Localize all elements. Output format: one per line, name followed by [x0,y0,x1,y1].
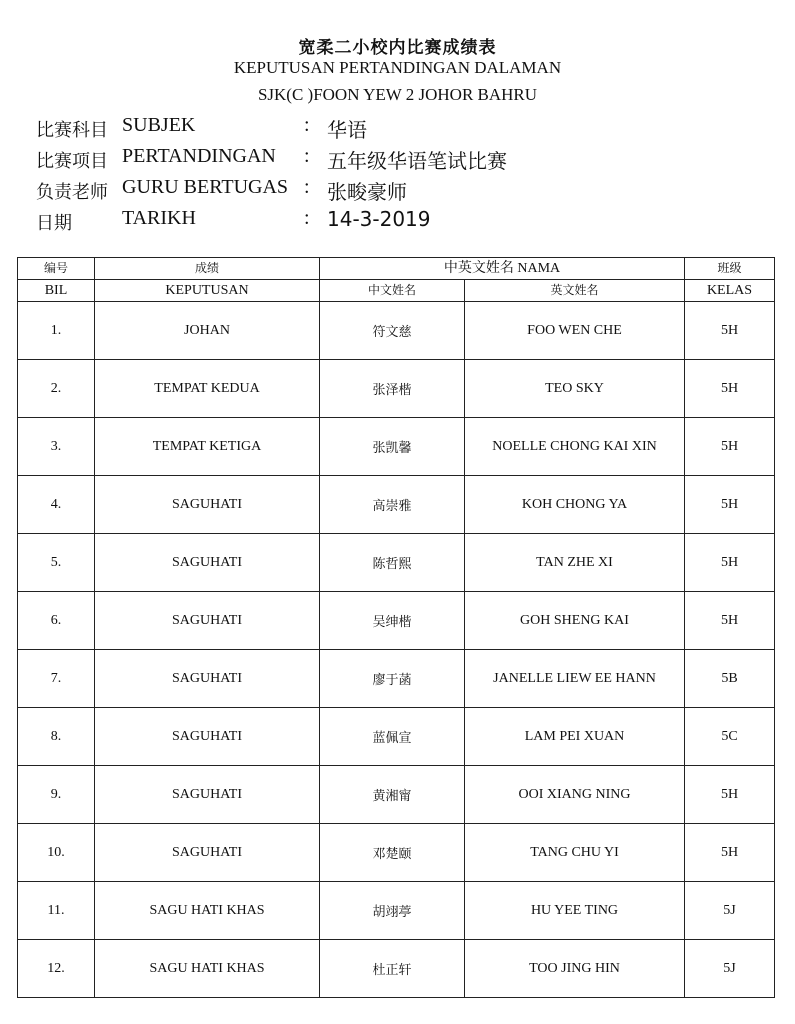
cell-kelas: 5H [685,360,775,418]
info-value: 五年级华语笔试比赛 [327,149,507,173]
cell-kelas: 5J [685,940,775,998]
info-label-zh: 负责老师 [36,182,108,203]
table-row [18,940,775,998]
cell-name-zh: 张泽楷 [320,360,465,418]
table-row [18,592,775,650]
cell-name-en: JANELLE LIEW EE HANN [465,650,685,708]
header-result-zh: 成绩 [95,258,320,280]
cell-kelas: 5H [685,824,775,882]
table-row [18,360,775,418]
header-class-zh: 班级 [685,258,775,280]
cell-bil: 1. [18,302,95,360]
info-colon: : [304,207,310,229]
cell-name-en: NOELLE CHONG KAI XIN [465,418,685,476]
cell-bil: 4. [18,476,95,534]
cell-name-en: TANG CHU YI [465,824,685,882]
school-name: SJK(C )FOON YEW 2 JOHOR BAHRU [257,85,538,104]
info-label-zh: 比赛科目 [36,120,108,141]
title-chinese: 宽柔二小校内比赛成绩表 [298,38,497,57]
cell-result: JOHAN [95,302,320,360]
info-colon: : [304,176,310,198]
cell-result: SAGUHATI [95,534,320,592]
table-row [18,650,775,708]
cell-kelas: 5J [685,882,775,940]
info-value: 张畯豪师 [327,180,407,204]
cell-name-en: TEO SKY [465,360,685,418]
header-bil-zh: 编号 [18,258,95,280]
cell-name-zh: 吴绅楷 [320,592,465,650]
cell-result: SAGUHATI [95,708,320,766]
table-row [18,708,775,766]
table-row [18,766,775,824]
cell-kelas: 5H [685,766,775,824]
cell-kelas: 5C [685,708,775,766]
cell-kelas: 5B [685,650,775,708]
cell-name-zh: 蓝佩宣 [320,708,465,766]
cell-result: SAGUHATI [95,766,320,824]
cell-kelas: 5H [685,418,775,476]
info-value: 华语 [327,118,367,142]
info-colon: : [304,114,310,136]
cell-result: SAGU HATI KHAS [95,882,320,940]
cell-kelas: 5H [685,534,775,592]
info-label-zh: 比赛项目 [36,151,108,172]
cell-name-zh: 符文慈 [320,302,465,360]
cell-name-en: FOO WEN CHE [465,302,685,360]
cell-name-en: GOH SHENG KAI [465,592,685,650]
header-bil-ms: BIL [18,280,95,302]
cell-name-en: KOH CHONG YA [465,476,685,534]
cell-bil: 6. [18,592,95,650]
info-label-ms: GURU BERTUGAS [122,176,289,198]
header-name-group: 中英文姓名 NAMA [320,258,685,280]
cell-bil: 2. [18,360,95,418]
cell-name-en: TOO JING HIN [465,940,685,998]
results-table [17,257,775,998]
header-result-ms: KEPUTUSAN [95,280,320,302]
cell-kelas: 5H [685,476,775,534]
info-colon: : [304,145,310,167]
info-label-ms: TARIKH [122,207,196,229]
cell-bil: 8. [18,708,95,766]
cell-bil: 7. [18,650,95,708]
cell-bil: 11. [18,882,95,940]
cell-result: SAGU HATI KHAS [95,940,320,998]
cell-name-zh: 张凯馨 [320,418,465,476]
cell-bil: 12. [18,940,95,998]
cell-kelas: 5H [685,302,775,360]
table-row [18,882,775,940]
cell-result: SAGUHATI [95,476,320,534]
table-row [18,302,775,360]
info-label-zh: 日期 [36,213,72,234]
title-malay: KEPUTUSAN PERTANDINGAN DALAMAN [233,58,562,77]
header-class-ms: KELAS [685,280,775,302]
table-row [18,824,775,882]
cell-name-en: TAN ZHE XI [465,534,685,592]
info-value: 14-3-2019 [327,207,431,231]
table-row [18,476,775,534]
info-label-ms: SUBJEK [122,114,196,136]
cell-bil: 3. [18,418,95,476]
table-row [18,534,775,592]
cell-result: SAGUHATI [95,592,320,650]
header-name-en: 英文姓名 [465,280,685,302]
table-row [18,418,775,476]
cell-name-zh: 廖于菡 [320,650,465,708]
cell-name-en: OOI XIANG NING [465,766,685,824]
info-label-ms: PERTANDINGAN [122,145,276,167]
cell-name-zh: 胡翊葶 [320,882,465,940]
cell-name-zh: 高崇雅 [320,476,465,534]
cell-name-zh: 邓楚颐 [320,824,465,882]
cell-bil: 10. [18,824,95,882]
cell-result: SAGUHATI [95,650,320,708]
cell-result: TEMPAT KEDUA [95,360,320,418]
cell-name-en: LAM PEI XUAN [465,708,685,766]
cell-name-en: HU YEE TING [465,882,685,940]
cell-name-zh: 陈哲熙 [320,534,465,592]
cell-name-zh: 杜正轩 [320,940,465,998]
cell-bil: 5. [18,534,95,592]
cell-kelas: 5H [685,592,775,650]
header-name-zh: 中文姓名 [320,280,465,302]
cell-result: TEMPAT KETIGA [95,418,320,476]
cell-bil: 9. [18,766,95,824]
cell-name-zh: 黄湘甯 [320,766,465,824]
cell-result: SAGUHATI [95,824,320,882]
